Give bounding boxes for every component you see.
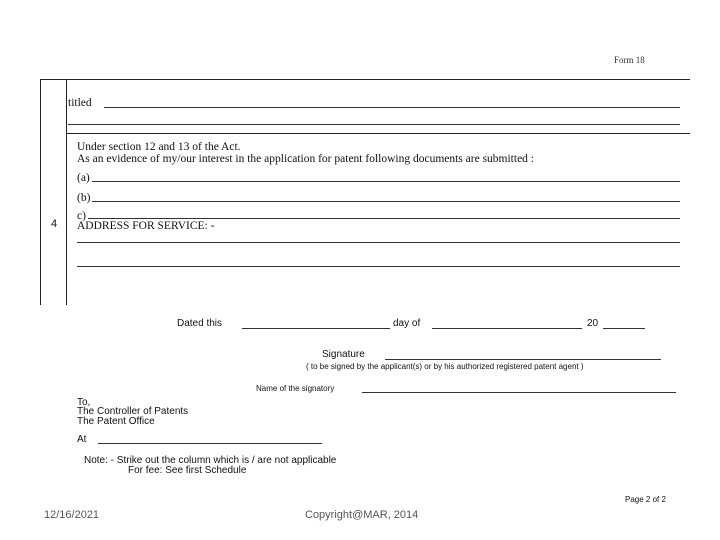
controller-text: The Controller of Patents [77, 406, 189, 417]
to-label: To, [77, 397, 91, 408]
at-line[interactable] [98, 443, 322, 444]
year-label: 20 [587, 318, 599, 329]
signature-label: Signature [322, 349, 365, 360]
frame-top-border [40, 79, 690, 80]
day-of-label: day of [393, 318, 421, 329]
at-label: At [77, 434, 87, 445]
address-line-2[interactable] [77, 266, 680, 267]
item-c-label: c) [77, 210, 86, 222]
dated-label: Dated this [177, 318, 223, 329]
form-number: Form 18 [614, 55, 645, 65]
signatory-label: Name of the signatory [256, 384, 335, 393]
signature-note: ( to be signed by the applicant(s) or by his authorized registered patent agent ) [306, 362, 584, 371]
item-c-line[interactable] [88, 218, 680, 219]
signatory-line[interactable] [362, 392, 676, 393]
item-a-line[interactable] [92, 181, 680, 182]
evidence-text: As an evidence of my/our interest in the application for patent following documents are submitted : [77, 153, 535, 165]
signature-line[interactable] [385, 359, 661, 360]
frame-left-border [40, 79, 41, 305]
note-line-2: For fee: See first Schedule [128, 465, 247, 476]
address-line-1[interactable] [77, 242, 680, 243]
section-heading: Under section 12 and 13 of the Act. [77, 141, 241, 153]
dated-year-line[interactable] [603, 328, 645, 329]
patent-office-text: The Patent Office [77, 416, 155, 427]
footer-date: 12/16/2021 [44, 509, 100, 521]
dated-day-line[interactable] [242, 328, 390, 329]
page-label: Page 2 of 2 [625, 495, 666, 504]
row-number: 4 [51, 218, 58, 230]
titled-line[interactable] [104, 107, 680, 108]
titled-line-2[interactable] [68, 124, 680, 125]
frame-row-separator [66, 133, 690, 134]
dated-month-line[interactable] [432, 328, 582, 329]
item-b-line[interactable] [92, 201, 680, 202]
item-b-label: (b) [77, 192, 91, 204]
frame-column-divider [66, 79, 67, 305]
note-line-1: Note: - Strike out the column which is / are not applicable [84, 455, 337, 466]
address-label: ADDRESS FOR SERVICE: - [77, 220, 215, 232]
item-a-label: (a) [77, 172, 90, 184]
footer-copyright: Copyright@MAR, 2014 [305, 509, 419, 521]
titled-label: titled [68, 97, 92, 109]
